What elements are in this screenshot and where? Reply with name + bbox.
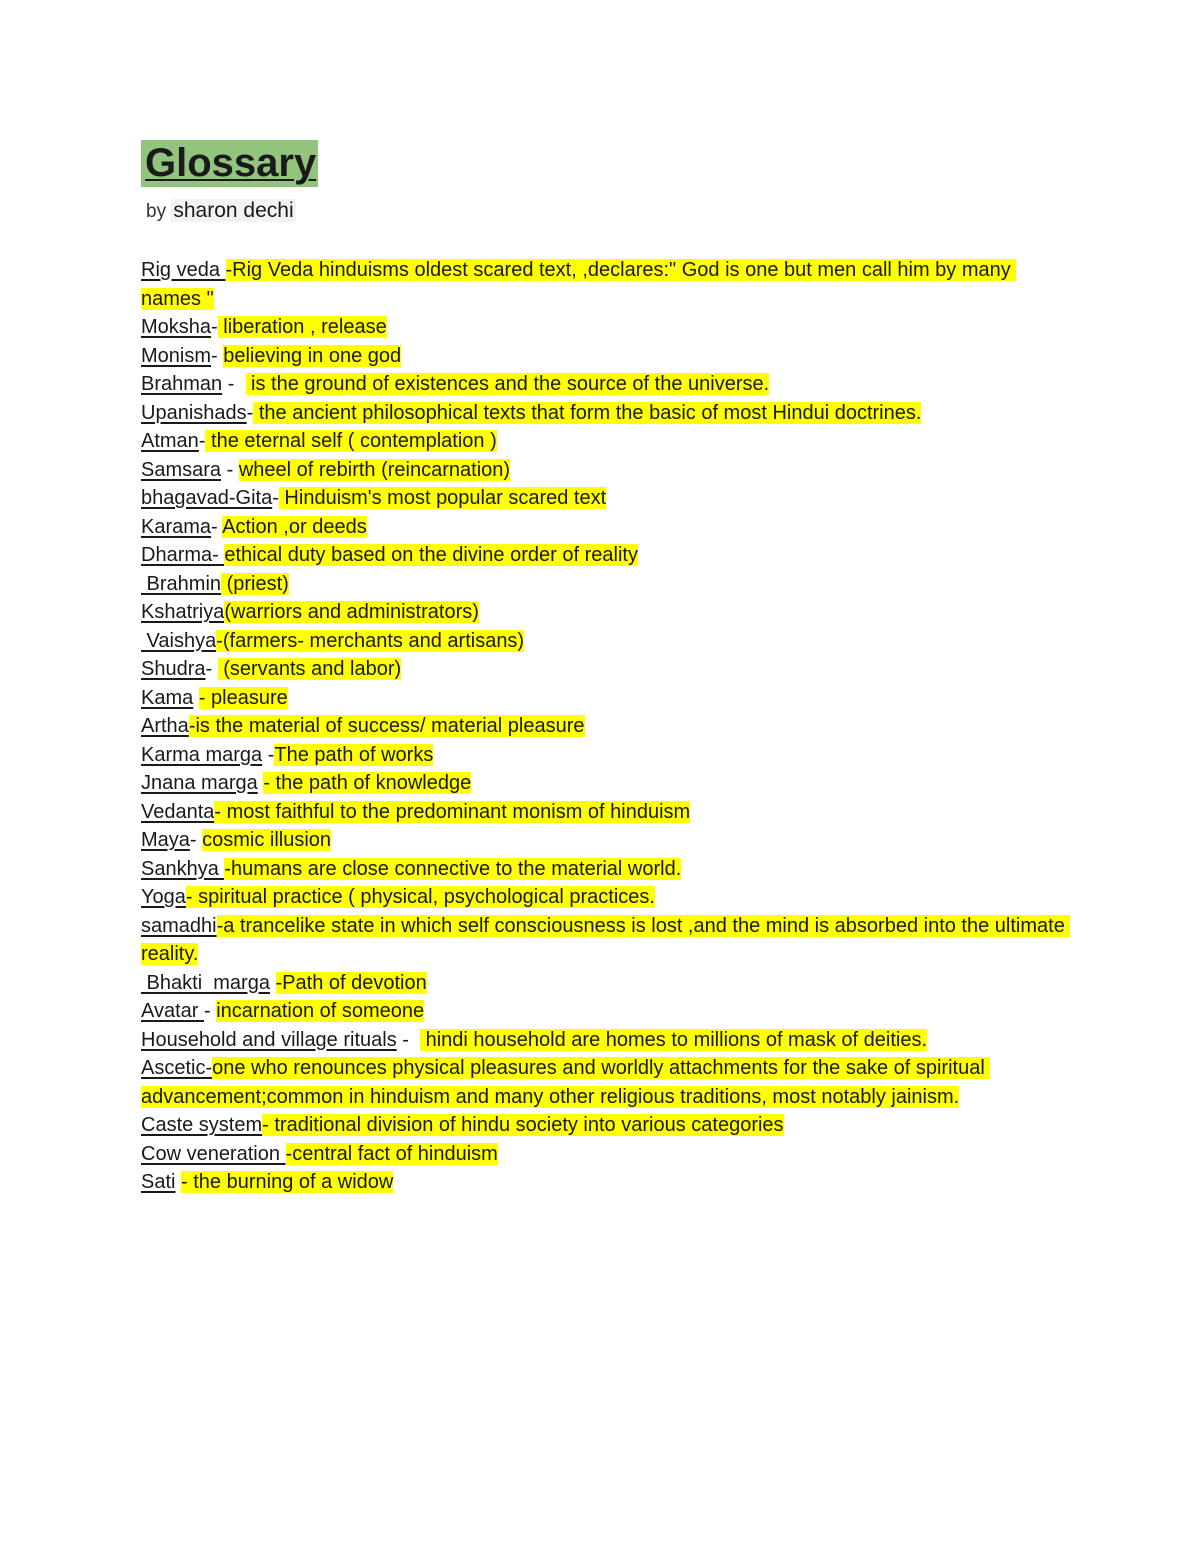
- glossary-definition: ethical duty based on the divine order of reality: [224, 544, 638, 566]
- glossary-term: Maya: [141, 829, 190, 851]
- glossary-term: Atman: [141, 430, 199, 452]
- glossary-entry: [141, 256, 1071, 313]
- glossary-entry: [141, 712, 1071, 741]
- glossary-term: Samsara: [141, 458, 222, 481]
- term-separator: -: [222, 373, 246, 395]
- glossary-term: Bhakti marga: [141, 971, 270, 994]
- glossary-definition: the ancient philosophical texts that form the basic of most Hindui doctrines.: [253, 401, 922, 424]
- glossary-definition: - spiritual practice ( physical, psychological practices.: [185, 886, 655, 908]
- document-page: [141, 140, 1071, 1197]
- term-separator: -: [205, 658, 218, 680]
- glossary-definition: - traditional division of hindu society into various categories: [262, 1114, 784, 1136]
- glossary-entry: [141, 513, 1071, 542]
- glossary-term: Sati: [141, 1171, 176, 1193]
- term-separator: -: [211, 316, 218, 338]
- glossary-entry: [141, 997, 1071, 1026]
- glossary-definition: hindi household are homes to millions of mask of deities.: [420, 1028, 927, 1051]
- glossary-definition: The path of works: [274, 743, 434, 766]
- glossary-definition: -Path of devotion: [275, 971, 427, 994]
- glossary-term: Karama: [141, 515, 212, 538]
- glossary-entry: [141, 570, 1071, 599]
- glossary-definition: (servants and labor): [217, 658, 402, 680]
- glossary-term: Moksha: [141, 316, 212, 338]
- glossary-definition: the eternal self ( contemplation ): [205, 430, 497, 452]
- glossary-term: Kama: [141, 686, 194, 709]
- glossary-term: Upanishads: [141, 401, 247, 424]
- glossary-definition: -is the material of success/ material pleasure: [188, 715, 585, 737]
- term-separator: -: [262, 743, 275, 766]
- term-separator: [270, 972, 276, 994]
- glossary-entry: [141, 342, 1071, 371]
- glossary-entry: [141, 1140, 1071, 1169]
- glossary-term: Sankhya: [141, 857, 225, 880]
- glossary-term: Kshatriya: [141, 601, 225, 623]
- term-separator: -: [204, 1000, 217, 1022]
- term-separator: -: [396, 1028, 421, 1051]
- glossary-entry: [141, 427, 1071, 456]
- glossary-entry: [141, 912, 1071, 969]
- glossary-definition: - the path of knowledge: [263, 772, 472, 794]
- glossary-term: Dharma-: [141, 544, 225, 566]
- glossary-entry: [141, 1111, 1071, 1140]
- glossary-entry: [141, 313, 1071, 342]
- term-separator: -: [221, 458, 239, 481]
- glossary-entry: [141, 883, 1071, 912]
- glossary-entry: [141, 627, 1071, 656]
- term-separator: -: [198, 430, 206, 452]
- byline-label: by: [146, 201, 172, 222]
- glossary-definition: -Rig Veda hinduisms oldest scared text, ,declares:" God is one but men call him by many names ": [141, 259, 1017, 310]
- glossary-term: Vaishya: [141, 629, 217, 652]
- glossary-term: Karma marga: [141, 743, 263, 766]
- glossary-definition: liberation , release: [217, 316, 387, 338]
- term-separator: -: [189, 829, 203, 851]
- glossary-term: Shudra: [141, 658, 206, 680]
- glossary-definition: - pleasure: [198, 686, 288, 709]
- glossary-entry: [141, 826, 1071, 855]
- glossary-entry: [141, 684, 1071, 713]
- glossary-term: Household and village rituals: [141, 1028, 397, 1051]
- glossary-term: Artha: [141, 715, 189, 737]
- glossary-definition: -central fact of hinduism: [285, 1142, 498, 1165]
- glossary-list: [141, 256, 1071, 1197]
- glossary-term: Caste system: [141, 1114, 263, 1136]
- term-separator: [193, 687, 199, 709]
- glossary-term: Yoga: [141, 886, 186, 908]
- glossary-term: Cow veneration: [141, 1142, 286, 1165]
- author-name: sharon dechi: [173, 199, 294, 222]
- term-separator: -: [211, 515, 223, 538]
- glossary-entry: [141, 741, 1071, 770]
- glossary-term: Rig veda: [141, 259, 226, 281]
- glossary-definition: Hinduism's most popular scared text: [278, 487, 607, 509]
- glossary-term: Brahman: [141, 373, 223, 395]
- glossary-definition: -a trancelike state in which self consciousness is lost ,and the mind is absorbed into the ultimate reality.: [141, 914, 1071, 965]
- glossary-definition: wheel of rebirth (reincarnation): [238, 458, 511, 481]
- term-separator: -: [246, 401, 254, 424]
- term-separator: -: [211, 344, 224, 367]
- glossary-entry: [141, 969, 1071, 998]
- glossary-definition: incarnation of someone: [216, 1000, 425, 1022]
- glossary-definition: (warriors and administrators): [224, 601, 479, 623]
- glossary-term: Vedanta: [141, 800, 215, 823]
- glossary-entry: [141, 370, 1071, 399]
- glossary-term: Jnana marga: [141, 772, 258, 794]
- glossary-definition: believing in one god: [223, 344, 402, 367]
- glossary-definition: -(farmers- merchants and artisans): [216, 629, 525, 652]
- glossary-term: Brahmin: [141, 572, 222, 595]
- glossary-definition: one who renounces physical pleasures and worldly attachments for the sake of spiritual advancement;common in hinduism and many other religious traditions, most notably jainism.: [141, 1057, 991, 1108]
- glossary-entry: [141, 541, 1071, 570]
- glossary-entry: [141, 1168, 1071, 1197]
- glossary-entry: [141, 1054, 1071, 1111]
- glossary-definition: Action ,or deeds: [222, 515, 367, 538]
- glossary-definition: - most faithful to the predominant monism of hinduism: [214, 800, 691, 823]
- glossary-entry: [141, 598, 1071, 627]
- glossary-entry: [141, 855, 1071, 884]
- glossary-definition: - the burning of a widow: [181, 1171, 394, 1193]
- glossary-entry: [141, 655, 1071, 684]
- document-title: Glossary: [141, 140, 318, 187]
- glossary-definition: is the ground of existences and the source of the universe.: [245, 373, 770, 395]
- glossary-entry: [141, 1026, 1071, 1055]
- glossary-definition: cosmic illusion: [202, 829, 332, 851]
- glossary-entry: [141, 456, 1071, 485]
- byline: [141, 197, 1071, 226]
- term-separator: -: [272, 487, 279, 509]
- glossary-term: Monism: [141, 344, 212, 367]
- glossary-entry: [141, 798, 1071, 827]
- glossary-term: bhagavad-Gita: [141, 487, 273, 509]
- glossary-term: Ascetic-: [141, 1057, 213, 1079]
- glossary-definition: (priest): [221, 572, 289, 595]
- glossary-term: Avatar: [141, 1000, 204, 1022]
- glossary-term: samadhi: [141, 914, 217, 937]
- glossary-entry: [141, 399, 1071, 428]
- glossary-definition: -humans are close connective to the material world.: [224, 857, 682, 880]
- glossary-entry: [141, 484, 1071, 513]
- glossary-entry: [141, 769, 1071, 798]
